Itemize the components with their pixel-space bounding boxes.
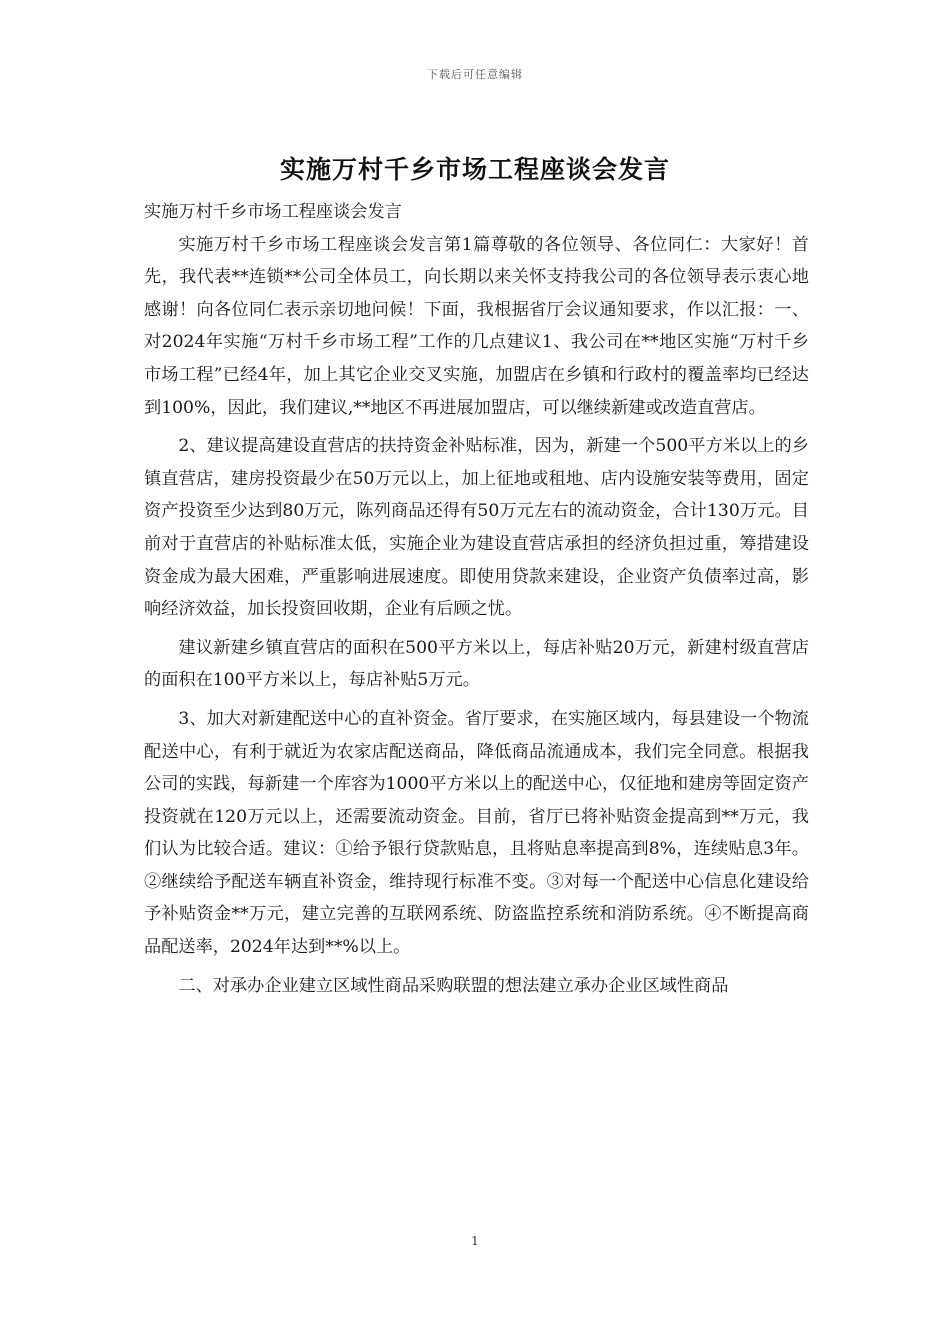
paragraph-3: 建议新建乡镇直营店的面积在500平方米以上，每店补贴20万元，新建村级直营店的面积在100平方米以上，每店补贴5万元。 [144,637,809,691]
page-number: 1 [471,1234,479,1248]
paragraph-1: 实施万村千乡市场工程座谈会发言第1篇尊敬的各位领导、各位同仁：大家好！首先，我代表**连锁**公司全体员工，向长期以来关怀支持我公司的各位领导表示衷心地感谢！向各位同仁表示亲切地问候！下面，我根据省厅会议通知要求，作以汇报：一、对2024年实施“万村千乡市场工程”工作的几点建议1、我公司在**地区实施“万村千乡市场工程”已经4年，加上其它企业交叉实施，加盟店在乡镇和行政村的覆盖率均已经达到100%，因此，我们建议,**地区不再进展加盟店，可以继续新建或改造直营店。 [144,234,809,418]
paragraph-4: 3、加大对新建配送中心的直补资金。省厅要求，在实施区域内，每县建设一个物流配送中心，有利于就近为农家店配送商品，降低商品流通成本，我们完全同意。根据我公司的实践，每新建一个库容为1000平方米以上的配送中心，仅征地和建房等固定资产投资就在120万元以上，还需要流动资金。目前，省厅已将补贴资金提高到**万元，我们认为比较合适。建议：①给予银行贷款贴息，且将贴息率提高到8%，连续贴息3年。②继续给予配送车辆直补资金，维持现行标准不变。③对每一个配送中心信息化建设给予补贴资金**万元，建立完善的互联网系统、防盗监控系统和消防系统。④不断提高商品配送率，2024年达到**%以上。 [144,708,809,958]
document-subtitle: 实施万村千乡市场工程座谈会发言 [144,202,402,222]
document-body [144,196,809,1008]
document-title: 实施万村千乡市场工程座谈会发言 [279,155,670,184]
header-note: 下载后可任意编辑 [427,68,523,81]
paragraph-5: 二、对承办企业建立区域性商品采购联盟的想法建立承办企业区域性商品 [178,975,729,996]
paragraph-2: 2、建议提高建设直营店的扶持资金补贴标准，因为，新建一个500平方米以上的乡镇直营店，建房投资最少在50万元以上，加上征地或租地、店内设施安装等费用，固定资产投资至少达到80万元，陈列商品还得有50万元左右的流动资金，合计130万元。目前对于直营店的补贴标准太低，实施企业为建设直营店承担的经济负担过重，筹措建设资金成为最大困难，严重影响进展速度。即使用贷款来建设，企业资产负债率过高，影响经济效益，加长投资回收期，企业有后顾之忧。 [144,436,809,620]
